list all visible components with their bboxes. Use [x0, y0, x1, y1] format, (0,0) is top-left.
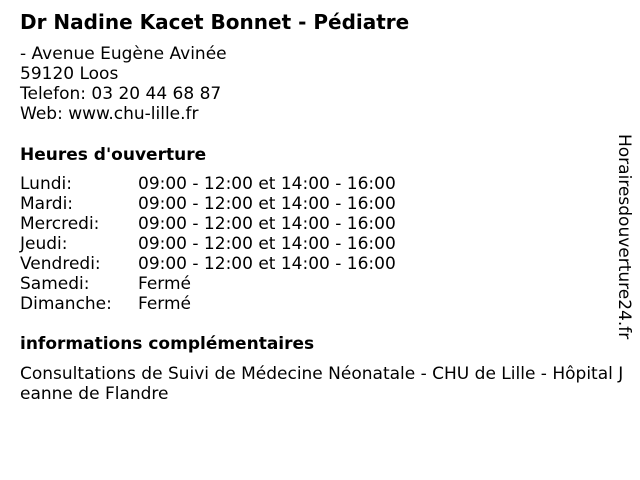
info-heading: informations complémentaires: [20, 334, 315, 354]
page-title: Dr Nadine Kacet Bonnet - Pédiatre: [20, 10, 410, 34]
address-block: [20, 44, 227, 124]
hours-row: [20, 274, 396, 294]
hours-row: [20, 174, 396, 194]
hours-row: [20, 234, 396, 254]
day-label: Lundi:: [20, 174, 72, 194]
hours-row: [20, 194, 396, 214]
hours-row: [20, 254, 396, 274]
hours-value: 09:00 - 12:00 et 14:00 - 16:00: [138, 254, 396, 274]
hours-heading: Heures d'ouverture: [20, 145, 207, 165]
day-label: Dimanche:: [20, 294, 112, 314]
side-watermark: [612, 134, 636, 344]
hours-value: 09:00 - 12:00 et 14:00 - 16:00: [138, 234, 396, 254]
phone-number: Telefon: 03 20 44 68 87: [20, 84, 222, 104]
website-link[interactable]: Web: www.chu-lille.fr: [20, 104, 199, 124]
opening-hours-table: [20, 174, 396, 314]
hours-value: Fermé: [138, 274, 192, 294]
day-label: Mardi:: [20, 194, 74, 214]
info-text: Consultations de Suivi de Médecine Néonatale - CHU de Lille - Hôpital Jeanne de Flandre: [20, 364, 624, 404]
day-label: Vendredi:: [20, 254, 101, 274]
day-label: Jeudi:: [20, 234, 68, 254]
hours-value: Fermé: [138, 294, 192, 314]
hours-value: 09:00 - 12:00 et 14:00 - 16:00: [138, 194, 396, 214]
hours-value: 09:00 - 12:00 et 14:00 - 16:00: [138, 214, 396, 234]
watermark-text[interactable]: Horairesdouverture24.fr: [614, 134, 634, 340]
street-address: - Avenue Eugène Avinée: [20, 44, 227, 64]
day-label: Samedi:: [20, 274, 90, 294]
hours-value: 09:00 - 12:00 et 14:00 - 16:00: [138, 174, 396, 194]
city-postal-code: 59120 Loos: [20, 64, 119, 84]
hours-row: [20, 214, 396, 234]
day-label: Mercredi:: [20, 214, 100, 234]
hours-row: [20, 294, 396, 314]
